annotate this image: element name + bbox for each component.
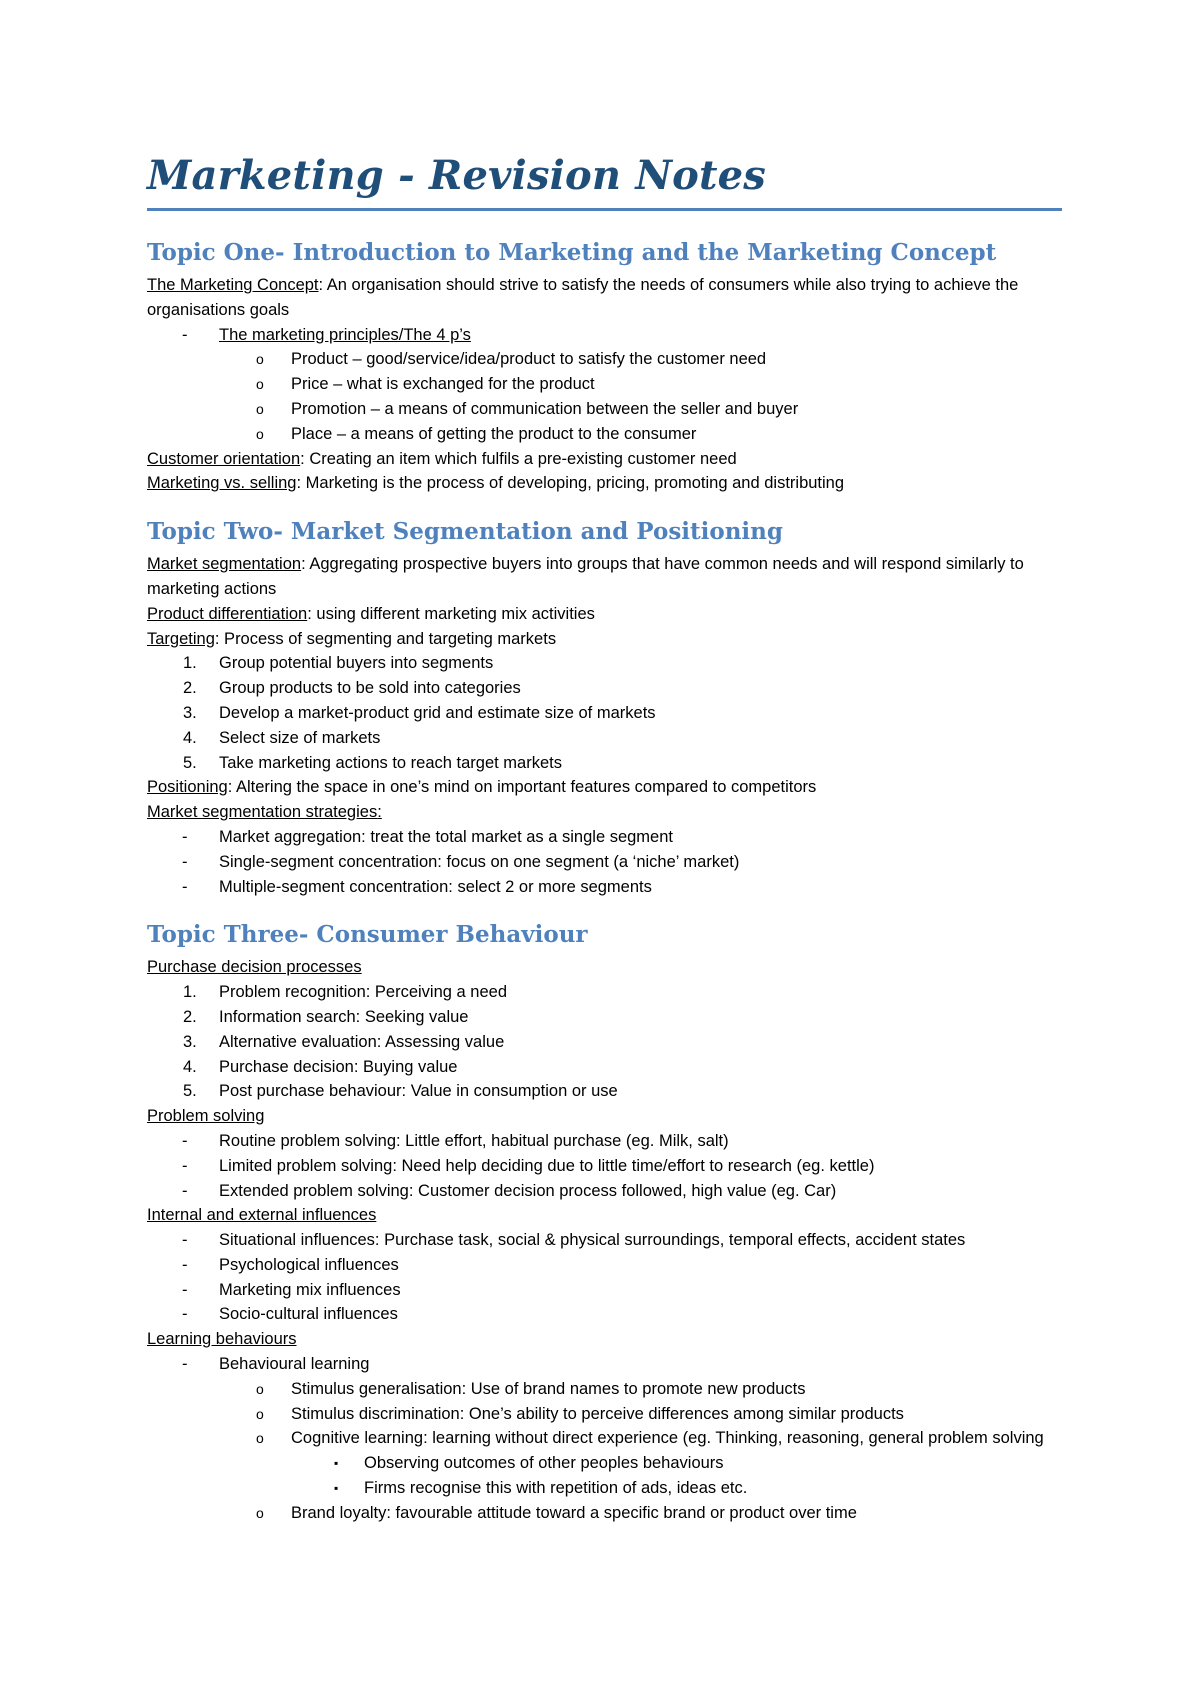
strategy-text: Market aggregation: treat the total market as a single segment bbox=[219, 827, 673, 846]
problem-solving-text: Limited problem solving: Need help deciding due to little time/effort to research (eg. kettle) bbox=[219, 1156, 875, 1175]
learning-behaviours-term: Learning behaviours bbox=[147, 1330, 297, 1349]
problem-solving-text: Routine problem solving: Little effort, habitual purchase (eg. Milk, salt) bbox=[219, 1131, 729, 1150]
circle-bullet-icon: o bbox=[256, 400, 264, 417]
targeting-step-text: Take marketing actions to reach target markets bbox=[219, 753, 562, 772]
brand-loyalty-text: Brand loyalty: favourable attitude toward a specific brand or product over time bbox=[291, 1503, 857, 1522]
document-title: Marketing - Revision Notes bbox=[147, 152, 767, 199]
circle-bullet-icon: o bbox=[256, 351, 264, 368]
targeting-step bbox=[147, 751, 1062, 776]
cognitive-learning-item bbox=[147, 1426, 1062, 1451]
circle-bullet-icon: o bbox=[256, 376, 264, 393]
market-segmentation-text: : Aggregating prospective buyers into groups that have common needs and will respond similarly to marketing actions bbox=[147, 555, 1024, 598]
list-number: 2. bbox=[183, 679, 197, 698]
document-page bbox=[147, 150, 1062, 1526]
square-bullet-icon: ▪ bbox=[334, 1481, 339, 1496]
strategy-item bbox=[147, 875, 1062, 900]
stimulus-discrimination-item bbox=[147, 1402, 1062, 1427]
square-bullet-icon: ▪ bbox=[334, 1456, 339, 1471]
influence-item bbox=[147, 1278, 1062, 1303]
four-ps-text: Product – good/service/idea/product to satisfy the customer need bbox=[291, 350, 767, 369]
topic-two-section bbox=[147, 516, 1062, 899]
list-number: 2. bbox=[183, 1007, 197, 1026]
circle-bullet-icon: o bbox=[256, 425, 264, 442]
targeting-text: : Process of segmenting and targeting markets bbox=[214, 629, 557, 648]
purchase-step-text: Purchase decision: Buying value bbox=[219, 1057, 458, 1076]
behavioural-learning-text: Behavioural learning bbox=[219, 1355, 370, 1374]
segmentation-strategies-term: Market segmentation strategies bbox=[147, 803, 378, 822]
purchase-decision-term: Purchase decision processes bbox=[147, 958, 362, 977]
influences-heading bbox=[147, 1203, 1062, 1228]
marketing-vs-selling-definition bbox=[147, 471, 1062, 496]
list-number: 3. bbox=[183, 703, 197, 722]
list-number: 4. bbox=[183, 728, 197, 747]
strategy-text: Multiple-segment concentration: select 2 or more segments bbox=[219, 877, 652, 896]
strategy-item bbox=[147, 825, 1062, 850]
targeting-definition bbox=[147, 627, 1062, 652]
market-segmentation-definition bbox=[147, 552, 1062, 602]
dash-marker: - bbox=[182, 1131, 188, 1150]
circle-bullet-icon: o bbox=[256, 1430, 264, 1447]
purchase-decision-heading bbox=[147, 955, 1062, 980]
marketing-vs-selling-text: : Marketing is the process of developing, pricing, promoting and distributing bbox=[296, 474, 845, 493]
problem-solving-item bbox=[147, 1129, 1062, 1154]
topic-two-heading: Topic Two- Market Segmentation and Positioning bbox=[147, 518, 783, 546]
positioning-term: Positioning bbox=[147, 778, 228, 797]
dash-marker: - bbox=[182, 827, 188, 846]
list-number: 5. bbox=[183, 753, 197, 772]
segmentation-strategies-colon: : bbox=[377, 803, 382, 822]
purchase-step bbox=[147, 1005, 1062, 1030]
four-ps-text: Promotion – a means of communication between the seller and buyer bbox=[291, 399, 799, 418]
problem-solving-item bbox=[147, 1154, 1062, 1179]
customer-orientation-definition bbox=[147, 447, 1062, 472]
circle-bullet-icon: o bbox=[256, 1405, 264, 1422]
list-number: 3. bbox=[183, 1032, 197, 1051]
problem-solving-text: Extended problem solving: Customer decision process followed, high value (eg. Car) bbox=[219, 1181, 837, 1200]
four-ps-text: Price – what is exchanged for the product bbox=[291, 375, 595, 394]
topic-three-section bbox=[147, 919, 1062, 1525]
cognitive-subitem bbox=[147, 1476, 1062, 1501]
influence-text: Situational influences: Purchase task, social & physical surroundings, temporal effects, accident states bbox=[219, 1231, 966, 1250]
dash-marker: - bbox=[182, 1181, 188, 1200]
marketing-concept-definition bbox=[147, 273, 1062, 323]
influence-text: Socio-cultural influences bbox=[219, 1305, 398, 1324]
problem-solving-item bbox=[147, 1179, 1062, 1204]
purchase-step bbox=[147, 1055, 1062, 1080]
cognitive-learning-text: Cognitive learning: learning without direct experience (eg. Thinking, reasoning, general problem solving bbox=[291, 1429, 1044, 1448]
circle-bullet-icon: o bbox=[256, 1380, 264, 1397]
four-ps-text: Place – a means of getting the product to the consumer bbox=[291, 424, 697, 443]
targeting-term: Targeting bbox=[147, 629, 215, 648]
product-differentiation-text: : using different marketing mix activities bbox=[307, 604, 595, 623]
targeting-step bbox=[147, 726, 1062, 751]
influence-text: Psychological influences bbox=[219, 1255, 399, 1274]
positioning-text: : Altering the space in one’s mind on important features compared to competitors bbox=[227, 778, 817, 797]
four-ps-item-product bbox=[147, 347, 1062, 372]
dash-marker: - bbox=[182, 852, 188, 871]
marketing-concept-term: The Marketing Concept bbox=[147, 276, 319, 294]
marketing-vs-selling-term: Marketing vs. selling bbox=[147, 474, 297, 493]
influence-item bbox=[147, 1302, 1062, 1327]
title-underline bbox=[147, 208, 1062, 211]
stimulus-generalisation-item bbox=[147, 1377, 1062, 1402]
positioning-definition bbox=[147, 775, 1062, 800]
targeting-step-text: Develop a market-product grid and estimate size of markets bbox=[219, 703, 656, 722]
influence-item bbox=[147, 1253, 1062, 1278]
dash-marker: - bbox=[182, 1355, 188, 1374]
purchase-step bbox=[147, 1079, 1062, 1104]
list-number: 1. bbox=[183, 983, 197, 1002]
dash-marker: - bbox=[182, 1255, 188, 1274]
brand-loyalty-item bbox=[147, 1501, 1062, 1526]
behavioural-learning-item bbox=[147, 1352, 1062, 1377]
cognitive-subitem-text: Firms recognise this with repetition of ads, ideas etc. bbox=[364, 1479, 748, 1498]
dash-marker: - bbox=[182, 325, 188, 344]
four-ps-item-promotion bbox=[147, 397, 1062, 422]
product-differentiation-definition bbox=[147, 602, 1062, 627]
targeting-step bbox=[147, 701, 1062, 726]
customer-orientation-text: : Creating an item which fulfils a pre-existing customer need bbox=[300, 449, 737, 468]
topic-three-heading: Topic Three- Consumer Behaviour bbox=[147, 921, 588, 949]
segmentation-strategies-heading bbox=[147, 800, 1062, 825]
list-number: 4. bbox=[183, 1057, 197, 1076]
principles-item bbox=[147, 323, 1062, 348]
targeting-step-text: Group products to be sold into categories bbox=[219, 679, 521, 698]
four-ps-item-price bbox=[147, 372, 1062, 397]
customer-orientation-term: Customer orientation bbox=[147, 449, 301, 468]
learning-behaviours-heading bbox=[147, 1327, 1062, 1352]
targeting-step-text: Select size of markets bbox=[219, 728, 381, 747]
dash-marker: - bbox=[182, 1280, 188, 1299]
dash-marker: - bbox=[182, 1231, 188, 1250]
targeting-step-text: Group potential buyers into segments bbox=[219, 654, 494, 673]
purchase-step bbox=[147, 980, 1062, 1005]
influences-term: Internal and external influences bbox=[147, 1206, 377, 1225]
market-segmentation-term: Market segmentation bbox=[147, 555, 302, 574]
purchase-step-text: Alternative evaluation: Assessing value bbox=[219, 1032, 505, 1051]
influence-text: Marketing mix influences bbox=[219, 1280, 401, 1299]
dash-marker: - bbox=[182, 1156, 188, 1175]
list-number: 5. bbox=[183, 1082, 197, 1101]
purchase-step-text: Post purchase behaviour: Value in consumption or use bbox=[219, 1082, 618, 1101]
purchase-step-text: Problem recognition: Perceiving a need bbox=[219, 983, 508, 1002]
targeting-step bbox=[147, 651, 1062, 676]
principles-label: The marketing principles/The 4 p’s bbox=[219, 325, 471, 344]
strategy-text: Single-segment concentration: focus on one segment (a ‘niche’ market) bbox=[219, 852, 740, 871]
purchase-step bbox=[147, 1030, 1062, 1055]
targeting-step bbox=[147, 676, 1062, 701]
circle-bullet-icon: o bbox=[256, 1504, 264, 1521]
purchase-step-text: Information search: Seeking value bbox=[219, 1007, 469, 1026]
stimulus-discrimination-text: Stimulus discrimination: One’s ability to perceive differences among similar products bbox=[291, 1404, 904, 1423]
topic-one-section bbox=[147, 237, 1062, 496]
dash-marker: - bbox=[182, 877, 188, 896]
product-differentiation-term: Product differentiation bbox=[147, 604, 308, 623]
topic-one-heading: Topic One- Introduction to Marketing and the Marketing Concept bbox=[147, 239, 997, 266]
influence-item bbox=[147, 1228, 1062, 1253]
dash-marker: - bbox=[182, 1305, 188, 1324]
marketing-concept-text: : An organisation should strive to satisfy the needs of consumers while also trying to achieve the organisations goals bbox=[147, 276, 1019, 319]
strategy-item bbox=[147, 850, 1062, 875]
cognitive-subitem bbox=[147, 1451, 1062, 1476]
four-ps-item-place bbox=[147, 422, 1062, 447]
problem-solving-heading bbox=[147, 1104, 1062, 1129]
problem-solving-term: Problem solving bbox=[147, 1107, 265, 1126]
stimulus-generalisation-text: Stimulus generalisation: Use of brand names to promote new products bbox=[291, 1379, 806, 1398]
cognitive-subitem-text: Observing outcomes of other peoples behaviours bbox=[364, 1454, 724, 1473]
list-number: 1. bbox=[183, 654, 197, 673]
